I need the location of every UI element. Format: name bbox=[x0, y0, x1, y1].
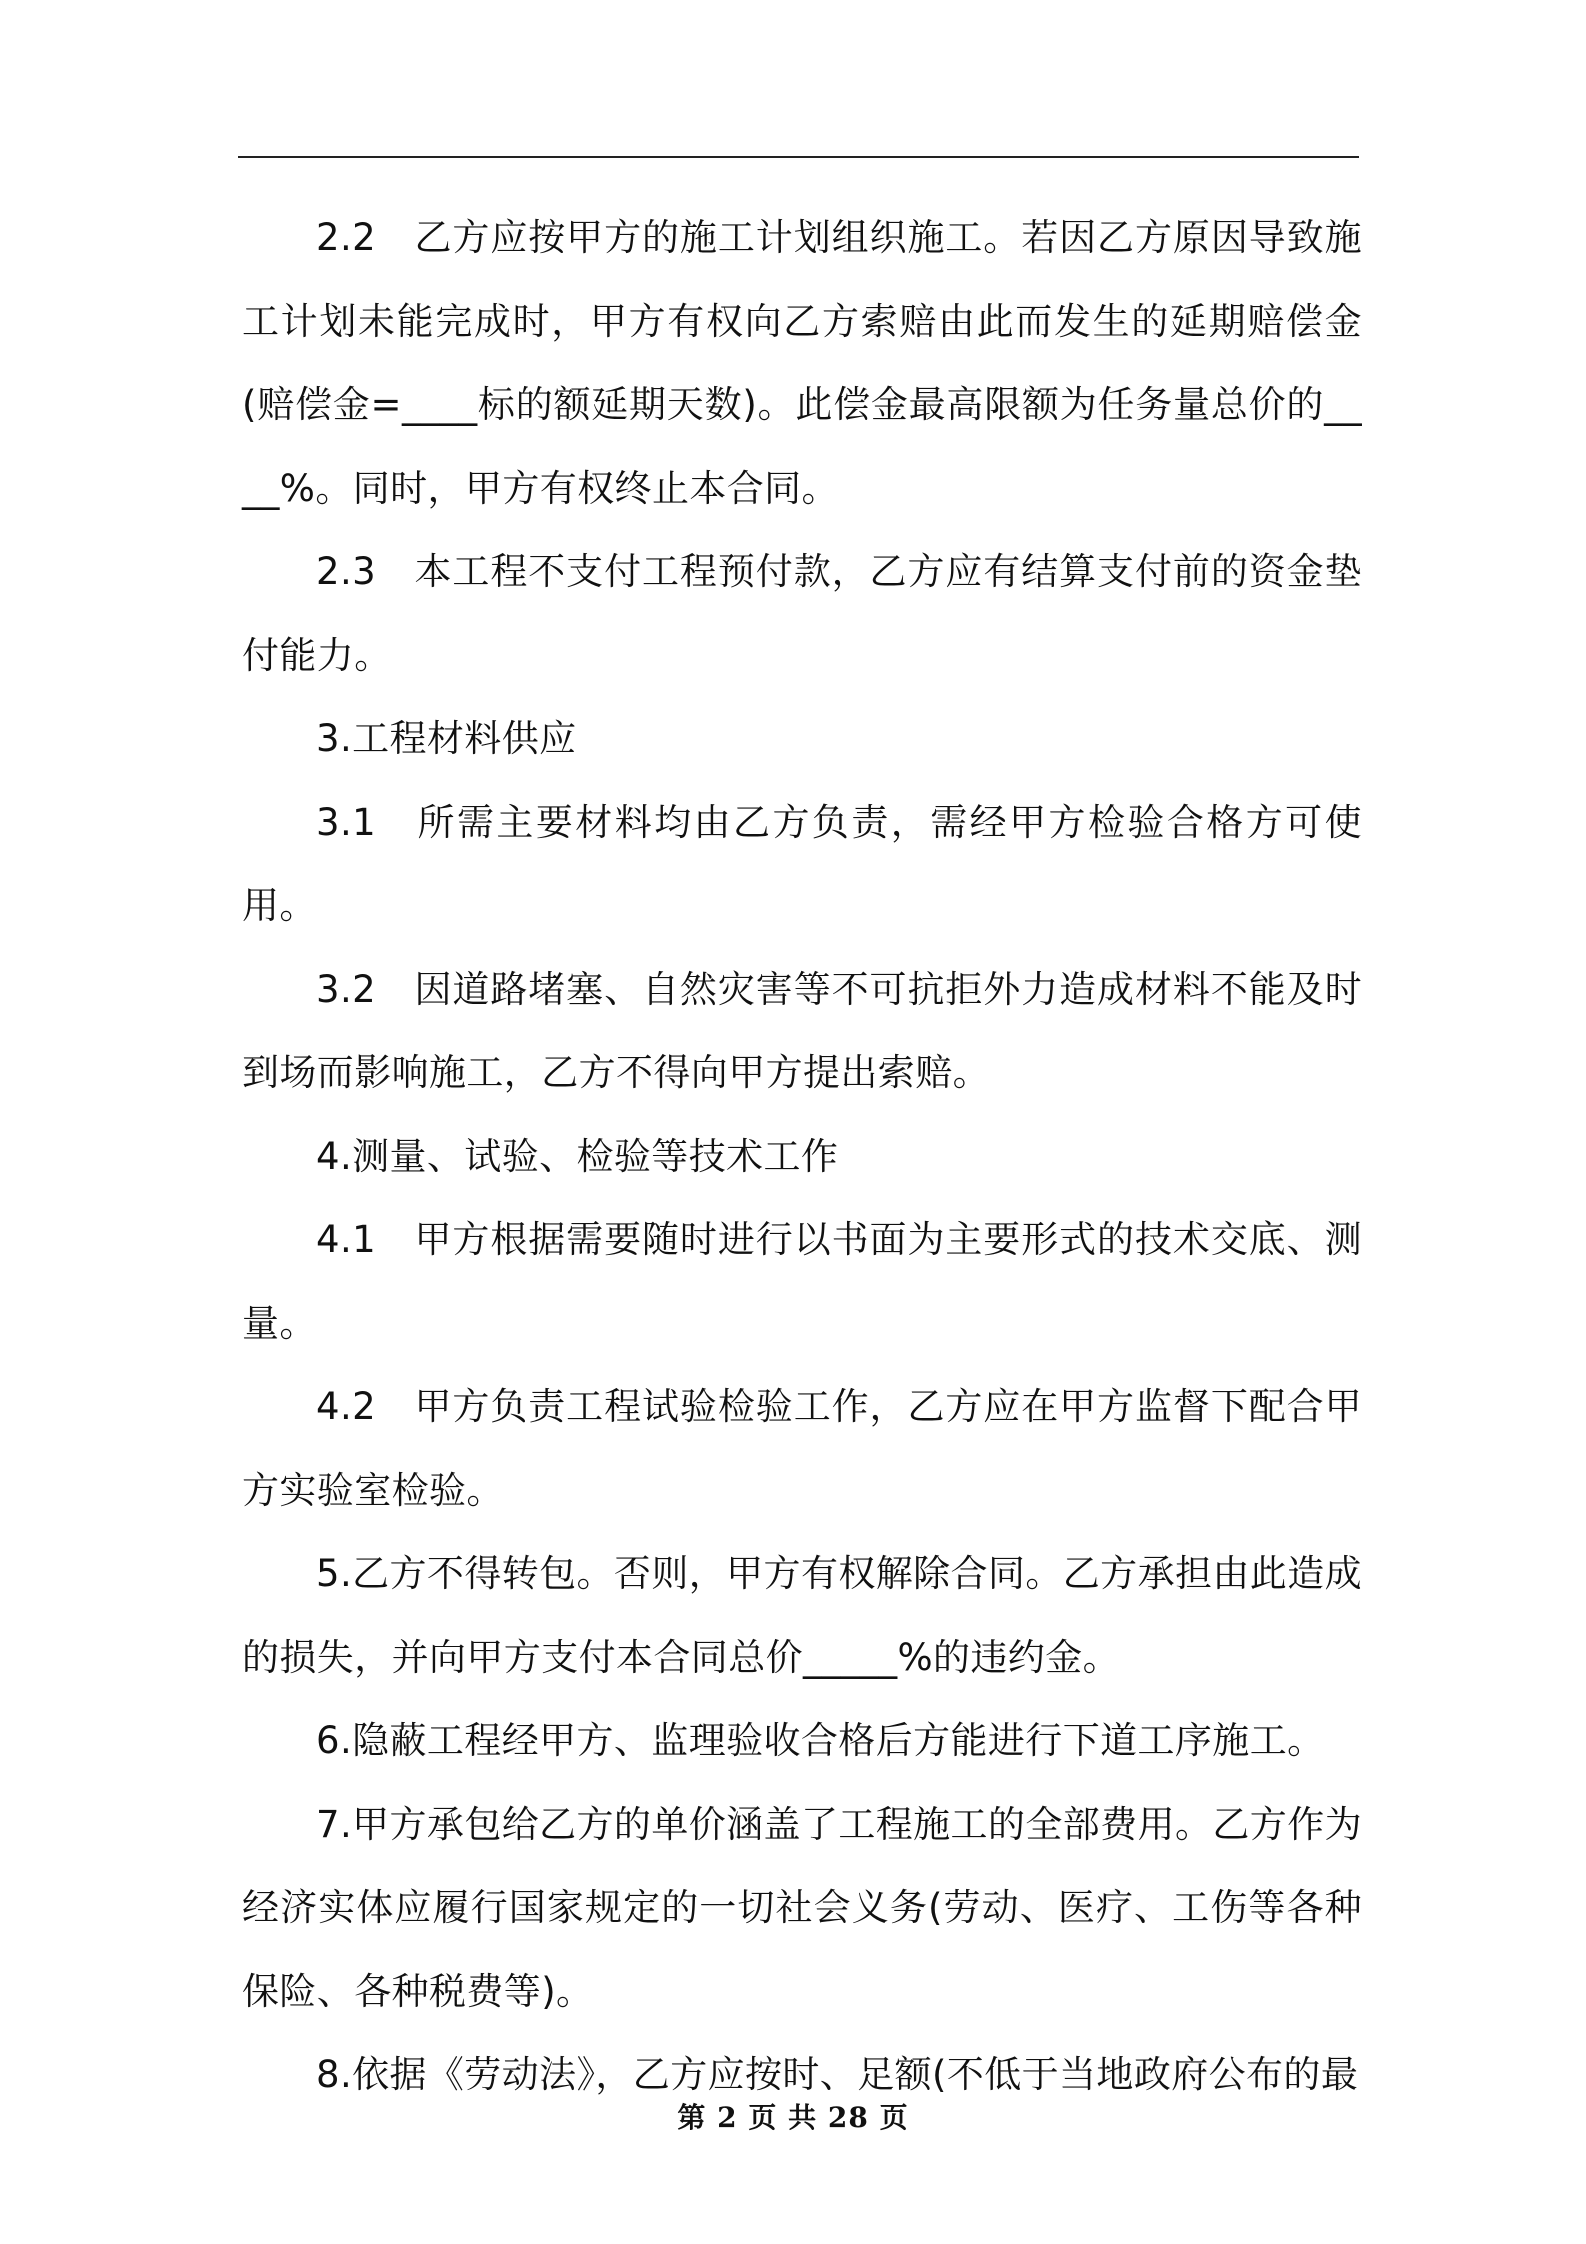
paragraph-8: 8.依据《劳动法》，乙方应按时、足额(不低于当地政府公布的最 bbox=[316, 2053, 1359, 2096]
paragraph-3-1: 3.1 所需主要材料均由乙方负责，需经甲方检验合格方可使用。 bbox=[242, 800, 1362, 927]
paragraph-3-2: 3.2 因道路堵塞、自然灾害等不可抗拒外力造成材料不能及时到场而影响施工，乙方不得向甲方提出索赔。 bbox=[242, 967, 1362, 1094]
page-number-footer: 第 2 页 共 28 页 bbox=[677, 2101, 909, 2134]
paragraph-7: 7.甲方承包给乙方的单价涵盖了工程施工的全部费用。乙方作为经济实体应履行国家规定的一切社会义务(劳动、医疗、工伤等各种保险、各种税费等)。 bbox=[242, 1802, 1362, 2013]
paragraph-2-2: 2.2 乙方应按甲方的施工计划组织施工。若因乙方原因导致施工计划未能完成时，甲方有权向乙方索赔由此而发生的延期赔偿金(赔偿金=____标的额延期天数)。此偿金最高限额为任务量总价的____%。同时，甲方有权终止本合同。 bbox=[242, 216, 1362, 510]
paragraph-5: 5.乙方不得转包。否则，甲方有权解除合同。乙方承担由此造成的损失，并向甲方支付本合同总价_____%的违约金。 bbox=[242, 1552, 1362, 1679]
paragraph-4-2: 4.2 甲方负责工程试验检验工作，乙方应在甲方监督下配合甲方实验室检验。 bbox=[242, 1385, 1362, 1512]
paragraph-4-1: 4.1 甲方根据需要随时进行以书面为主要形式的技术交底、测量。 bbox=[242, 1218, 1362, 1345]
paragraph-2-3: 2.3 本工程不支付工程预付款，乙方应有结算支付前的资金垫付能力。 bbox=[242, 550, 1362, 677]
header-rule bbox=[238, 156, 1359, 158]
document-body bbox=[242, 196, 1362, 2117]
section-heading-4: 4.测量、试验、检验等技术工作 bbox=[316, 1134, 839, 1178]
section-heading-3: 3.工程材料供应 bbox=[316, 717, 577, 760]
paragraph-6: 6.隐蔽工程经甲方、监理验收合格后方能进行下道工序施工。 bbox=[316, 1719, 1325, 1762]
